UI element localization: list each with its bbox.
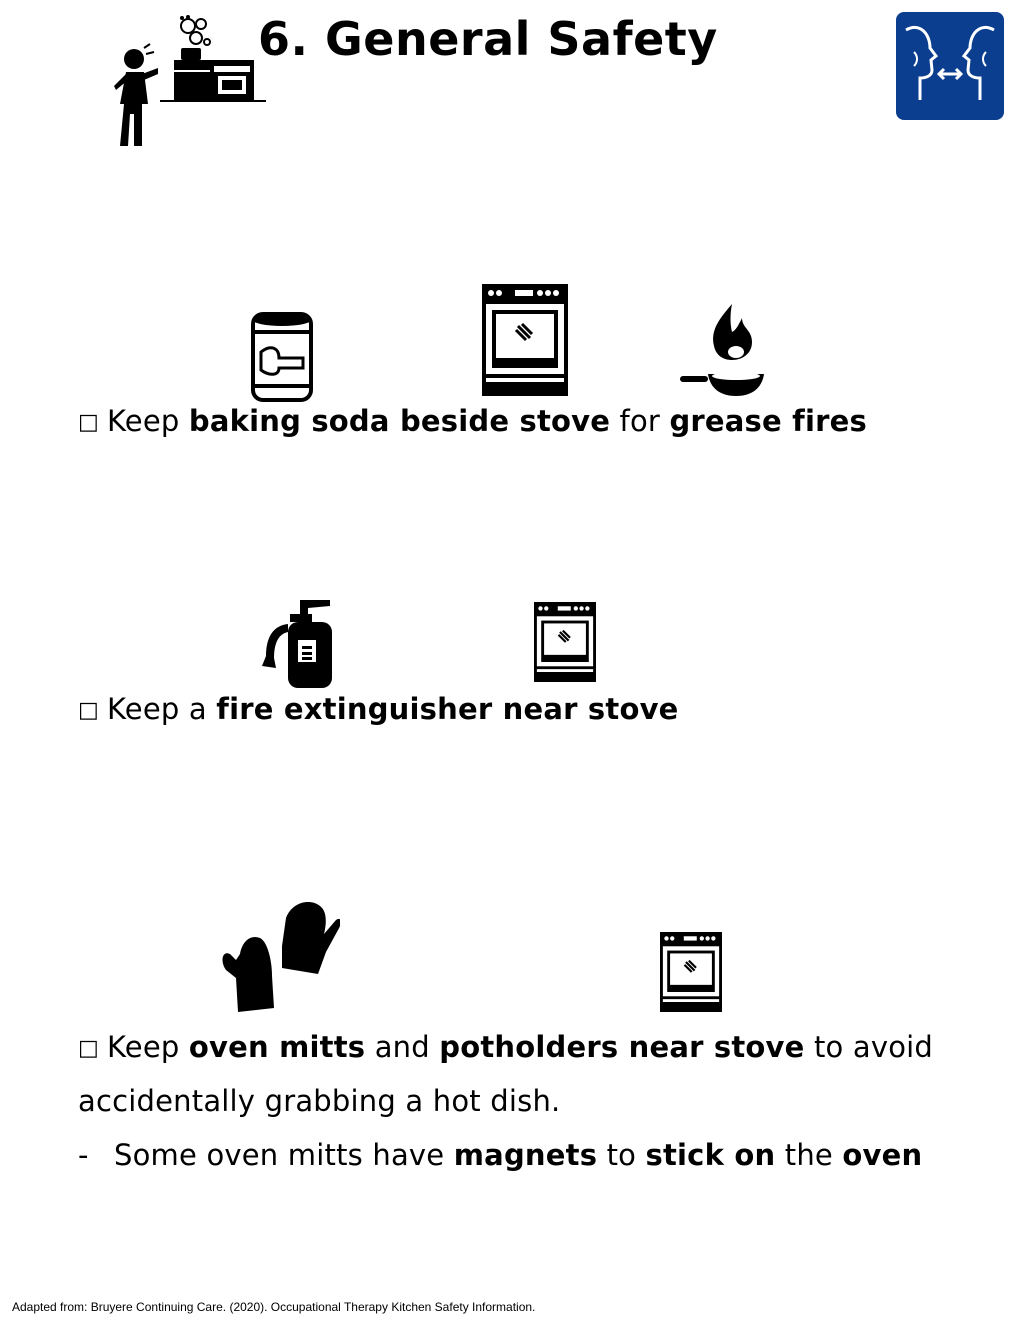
safety-item-fire-extinguisher: □ Keep a fire extinguisher near stove [78,692,679,726]
stove-icon [660,932,722,1012]
safety-subitem-magnets: - Some oven mitts have magnets to stick on the oven [78,1138,923,1172]
baking-soda-can-icon [249,310,315,404]
checkbox[interactable]: □ [78,698,99,723]
safety-item-oven-mitts-continuation: accidentally grabbing a hot dish. [78,1084,561,1118]
safety-item-oven-mitts: □ Keep oven mitts and potholders near stove to avoid [78,1030,934,1064]
bullet: - [78,1138,89,1172]
face-to-face-icon [896,12,1004,120]
oven-mitts-icon [220,898,340,1014]
stove-icon [482,284,568,396]
pan-fire-icon [680,304,766,398]
safety-item-baking-soda: □ Keep baking soda beside stove for grease fires [78,404,867,438]
distracted-cook-icon [108,14,268,150]
source-footer: Adapted from: Bruyere Continuing Care. (2020). Occupational Therapy Kitchen Safety Information. [12,1300,536,1314]
stove-icon [534,602,596,682]
checkbox[interactable]: □ [78,1036,99,1061]
page-title: 6. General Safety [258,12,718,66]
fire-extinguisher-icon [260,596,334,688]
checkbox[interactable]: □ [78,410,99,435]
